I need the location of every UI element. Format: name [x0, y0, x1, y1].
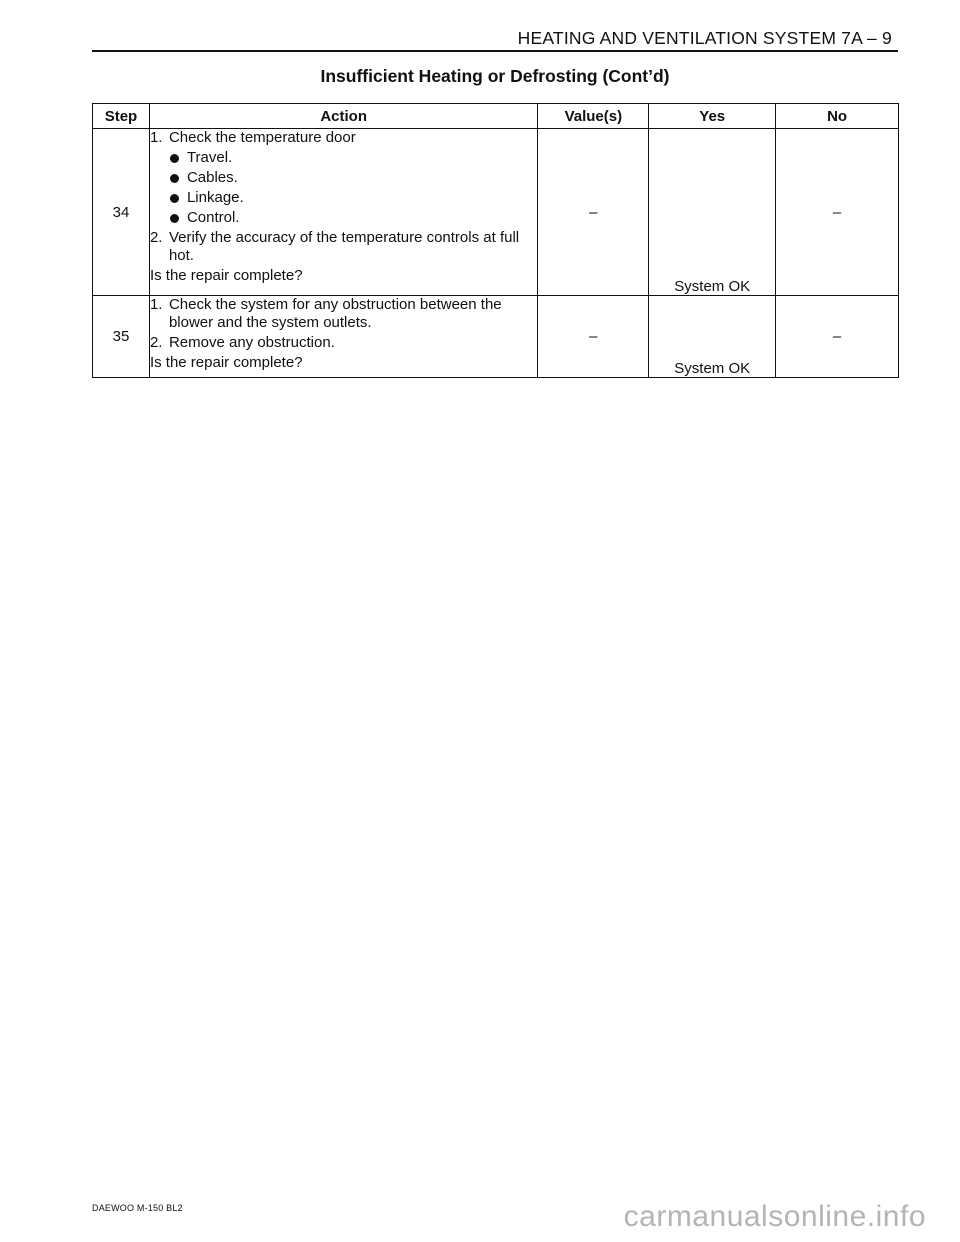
bullet-icon — [170, 214, 179, 223]
action-number: 1. — [149, 129, 163, 146]
bullet-text: Linkage. — [186, 189, 244, 206]
value-cell: – — [538, 296, 649, 378]
no-cell: – — [776, 129, 899, 296]
bullet-item — [170, 169, 537, 187]
column-header-action: Action — [149, 104, 537, 129]
action-question: Is the repair complete? — [149, 267, 303, 284]
action-number: 1. — [149, 296, 163, 313]
table-row — [93, 296, 899, 378]
action-item — [150, 296, 537, 332]
step-number: 34 — [93, 129, 150, 296]
column-header-values: Value(s) — [538, 104, 649, 129]
bullet-item — [170, 189, 537, 207]
bullet-item — [170, 149, 537, 167]
page-title: Insufficient Heating or Defrosting (Cont’d) — [320, 66, 670, 86]
header-rule — [92, 50, 898, 52]
action-item — [150, 129, 537, 147]
diagnostic-table — [92, 103, 899, 378]
bullet-item — [170, 209, 537, 227]
action-cell — [149, 296, 537, 378]
action-number: 2. — [149, 229, 163, 246]
table-header-row — [93, 104, 899, 129]
bullet-text: Travel. — [186, 149, 233, 166]
running-header: HEATING AND VENTILATION SYSTEM 7A – 9 — [517, 28, 892, 48]
yes-cell: System OK — [649, 296, 776, 378]
bullet-icon — [170, 154, 179, 163]
footer-doc-code: DAEWOO M-150 BL2 — [92, 1203, 183, 1213]
action-item — [150, 229, 537, 265]
action-text: Verify the accuracy of the temperature controls at full hot. — [168, 229, 520, 264]
action-cell — [149, 129, 537, 296]
bullet-text: Control. — [186, 209, 240, 226]
action-number: 2. — [149, 334, 163, 351]
value-cell: – — [538, 129, 649, 296]
no-cell: – — [776, 296, 899, 378]
bullet-icon — [170, 194, 179, 203]
column-header-yes: Yes — [649, 104, 776, 129]
table-row — [93, 129, 899, 296]
step-number: 35 — [93, 296, 150, 378]
action-text: Check the system for any obstruction between the blower and the system outlets. — [168, 296, 502, 331]
action-question: Is the repair complete? — [149, 354, 303, 371]
yes-cell: System OK — [649, 129, 776, 296]
watermark: carmanualsonline.info — [623, 1200, 926, 1233]
bullet-text: Cables. — [186, 169, 238, 186]
action-text: Check the temperature door — [168, 129, 356, 146]
action-text: Remove any obstruction. — [168, 334, 335, 351]
action-item — [150, 334, 537, 352]
column-header-no: No — [776, 104, 899, 129]
column-header-step: Step — [93, 104, 150, 129]
bullet-icon — [170, 174, 179, 183]
